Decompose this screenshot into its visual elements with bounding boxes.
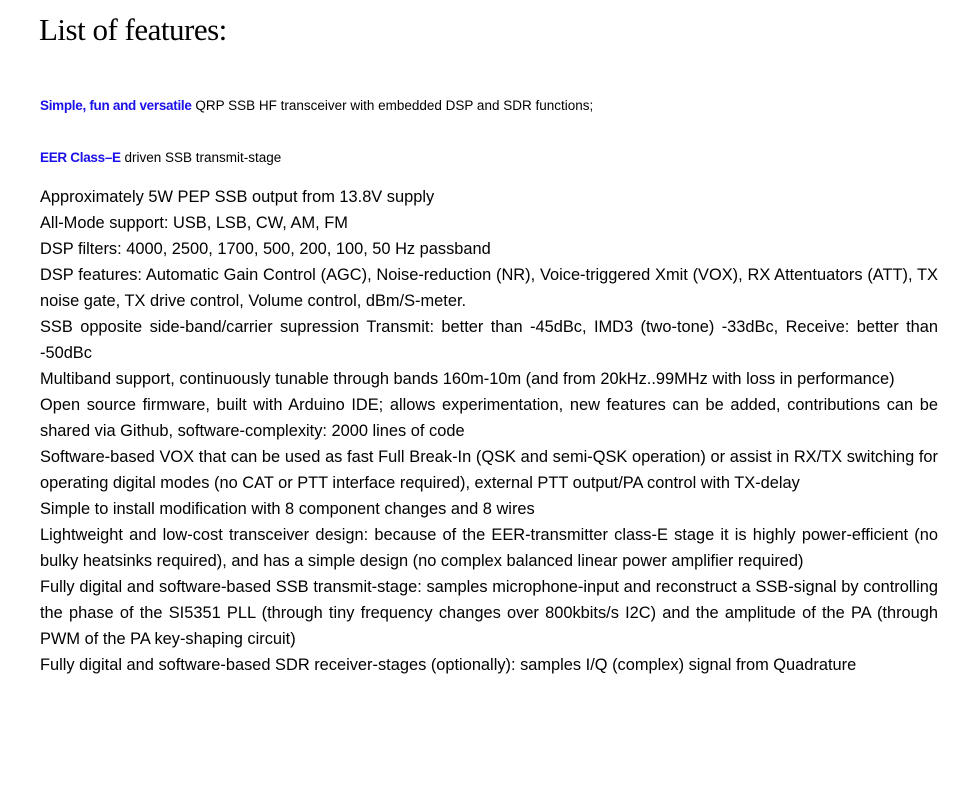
feature-item: Multiband support, continuously tunable through bands 160m-10m (and from 20kHz..99MHz with loss in performance)	[40, 370, 895, 388]
feature-item: Fully digital and software-based SDR receiver-stages (optionally): samples I/Q (complex) signal from Quadrature	[40, 656, 857, 674]
intro-highlight: Simple, fun and versatile	[40, 98, 192, 113]
intro-text: QRP SSB HF transceiver with embedded DSP and SDR functions;	[191, 98, 594, 113]
feature-item: SSB opposite side-band/carrier supression Transmit: better than -45dBc, IMD3 (two-tone) -33dBc, Receive: better than -50dBc	[40, 318, 938, 362]
page-title: List of features:	[39, 12, 227, 47]
feature-item: All-Mode support: USB, LSB, CW, AM, FM	[40, 214, 348, 232]
intro-highlight: EER Class–E	[40, 150, 121, 165]
feature-item: Open source firmware, built with Arduino IDE; allows experimentation, new features can be added, contributions can be shared via Github, software-complexity: 2000 lines of code	[40, 396, 938, 440]
feature-item: Lightweight and low-cost transceiver design: because of the EER-transmitter class-E stage it is highly power-efficient (no bulky heatsinks required), and has a simple design (no complex balanced linear power amplifier required)	[40, 526, 938, 570]
feature-item: Simple to install modification with 8 component changes and 8 wires	[40, 500, 535, 518]
feature-item: Fully digital and software-based SSB transmit-stage: samples microphone-input and reconstruct a SSB-signal by controlling the phase of the SI5351 PLL (through tiny frequency changes over 800kbits/s I2C) and the amplitude of the PA (through PWM of the PA key-shaping circuit)	[40, 578, 938, 648]
intro-text: driven SSB transmit-stage	[120, 150, 282, 165]
feature-item: DSP features: Automatic Gain Control (AGC), Noise-reduction (NR), Voice-triggered Xmit (VOX), RX Attentuators (ATT), TX noise gate, TX drive control, Volume control, dBm/S-meter.	[40, 266, 938, 310]
intro-line	[40, 149, 940, 167]
feature-list	[40, 184, 938, 678]
feature-item: Approximately 5W PEP SSB output from 13.8V supply	[40, 188, 435, 206]
feature-item: Software-based VOX that can be used as fast Full Break-In (QSK and semi-QSK operation) or assist in RX/TX switching for operating digital modes (no CAT or PTT interface required), external PTT output/PA control with TX-delay	[40, 448, 938, 492]
intro-line	[40, 97, 940, 115]
feature-item: DSP filters: 4000, 2500, 1700, 500, 200, 100, 50 Hz passband	[40, 240, 491, 258]
